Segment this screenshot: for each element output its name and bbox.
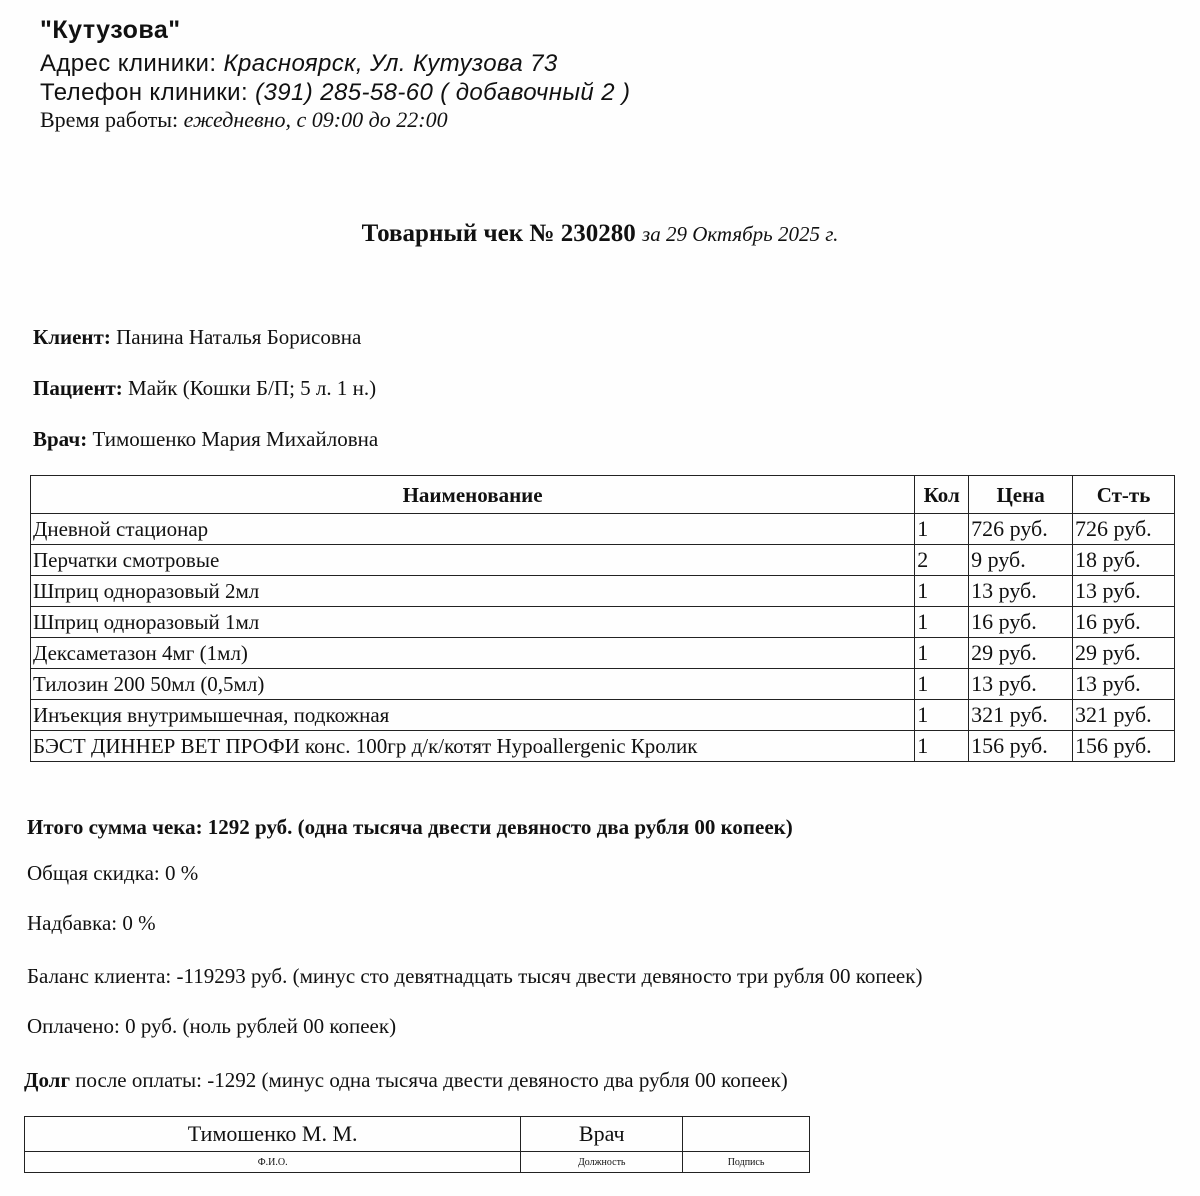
client-label: Клиент: [33, 325, 111, 349]
item-price: 9 руб. [969, 545, 1073, 576]
clinic-hours-value: ежедневно, с 09:00 до 22:00 [183, 107, 448, 132]
balance-text: Баланс клиента: -119293 руб. (минус сто девятнадцать тысяч двести девяносто три рубля 00 копеек) [27, 964, 923, 988]
item-total: 13 руб. [1073, 576, 1175, 607]
clinic-hours-label: Время работы: [40, 107, 179, 132]
total-sum [27, 815, 793, 840]
item-price: 13 руб. [969, 669, 1073, 700]
table-row [31, 607, 1175, 638]
header-total: Ст-ть [1073, 476, 1175, 514]
item-name: Дневной стационар [31, 514, 915, 545]
clinic-address-label: Адрес клиники: [40, 50, 217, 77]
items-table [30, 475, 1175, 762]
item-price: 726 руб. [969, 514, 1073, 545]
item-name: Дексаметазон 4мг (1мл) [31, 638, 915, 669]
item-qty: 1 [915, 638, 969, 669]
table-row [31, 514, 1175, 545]
patient-field [33, 376, 376, 401]
item-price: 29 руб. [969, 638, 1073, 669]
header-qty: Кол [915, 476, 969, 514]
item-name: Перчатки смотровые [31, 545, 915, 576]
patient-value: Майк (Кошки Б/П; 5 л. 1 н.) [128, 376, 377, 400]
patient-label: Пациент: [33, 376, 123, 400]
clinic-name: "Кутузова" [40, 16, 181, 44]
item-total: 156 руб. [1073, 731, 1175, 762]
clinic-phone-label: Телефон клиники: [40, 79, 249, 106]
table-row [31, 731, 1175, 762]
item-total: 321 руб. [1073, 700, 1175, 731]
total-sum-text: Итого сумма чека: 1292 руб. (одна тысяча двести девяносто два рубля 00 копеек) [27, 815, 793, 839]
table-row [31, 576, 1175, 607]
item-total: 16 руб. [1073, 607, 1175, 638]
item-name: Инъекция внутримышечная, подкожная [31, 700, 915, 731]
items-header-row [31, 476, 1175, 514]
client-value: Панина Наталья Борисовна [116, 325, 362, 349]
item-qty: 1 [915, 607, 969, 638]
item-qty: 1 [915, 700, 969, 731]
markup-text: Надбавка: 0 % [27, 911, 156, 935]
item-name: Тилозин 200 50мл (0,5мл) [31, 669, 915, 700]
doctor-field [33, 427, 378, 452]
signer-position: Врач [521, 1117, 683, 1152]
item-name: Шприц одноразовый 2мл [31, 576, 915, 607]
receipt-title [0, 220, 1200, 248]
clinic-address [40, 50, 558, 78]
item-price: 156 руб. [969, 731, 1073, 762]
item-qty: 1 [915, 576, 969, 607]
clinic-phone-value: (391) 285-58-60 ( добавочный 2 ) [255, 79, 631, 106]
item-name: БЭСТ ДИННЕР ВЕТ ПРОФИ конс. 100гр д/к/котят Hypoallergenic Кролик [31, 731, 915, 762]
item-qty: 1 [915, 514, 969, 545]
table-row [31, 545, 1175, 576]
doctor-value: Тимошенко Мария Михайловна [92, 427, 379, 451]
item-price: 321 руб. [969, 700, 1073, 731]
debt-line [24, 1068, 788, 1093]
signer-signature [683, 1117, 810, 1152]
client-field [33, 325, 361, 350]
item-qty: 1 [915, 731, 969, 762]
item-total: 29 руб. [1073, 638, 1175, 669]
item-total: 13 руб. [1073, 669, 1175, 700]
item-qty: 1 [915, 669, 969, 700]
name-caption: Ф.И.О. [25, 1152, 521, 1173]
table-row [31, 638, 1175, 669]
item-price: 16 руб. [969, 607, 1073, 638]
signature-block [24, 1116, 810, 1173]
clinic-phone [40, 79, 630, 107]
debt-label: Долг [24, 1068, 70, 1092]
position-caption: Должность [521, 1152, 683, 1173]
clinic-address-value: Красноярск, Ул. Кутузова 73 [223, 50, 558, 77]
item-qty: 2 [915, 545, 969, 576]
clinic-hours [40, 107, 448, 133]
table-row [31, 700, 1175, 731]
item-total: 726 руб. [1073, 514, 1175, 545]
header-name: Наименование [31, 476, 915, 514]
item-total: 18 руб. [1073, 545, 1175, 576]
debt-text: после оплаты: -1292 (минус одна тысяча двести девяносто два рубля 00 копеек) [75, 1068, 788, 1092]
discount-text: Общая скидка: 0 % [27, 861, 199, 885]
signer-name: Тимошенко М. М. [25, 1117, 521, 1152]
item-name: Шприц одноразовый 1мл [31, 607, 915, 638]
item-price: 13 руб. [969, 576, 1073, 607]
receipt-date: за 29 Октябрь 2025 г. [642, 222, 839, 246]
paid-text: Оплачено: 0 руб. (ноль рублей 00 копеек) [27, 1014, 397, 1038]
table-row [31, 669, 1175, 700]
signature-caption: Подпись [683, 1152, 810, 1173]
receipt-number: Товарный чек № 230280 [361, 220, 636, 247]
doctor-label: Врач: [33, 427, 88, 451]
header-price: Цена [969, 476, 1073, 514]
